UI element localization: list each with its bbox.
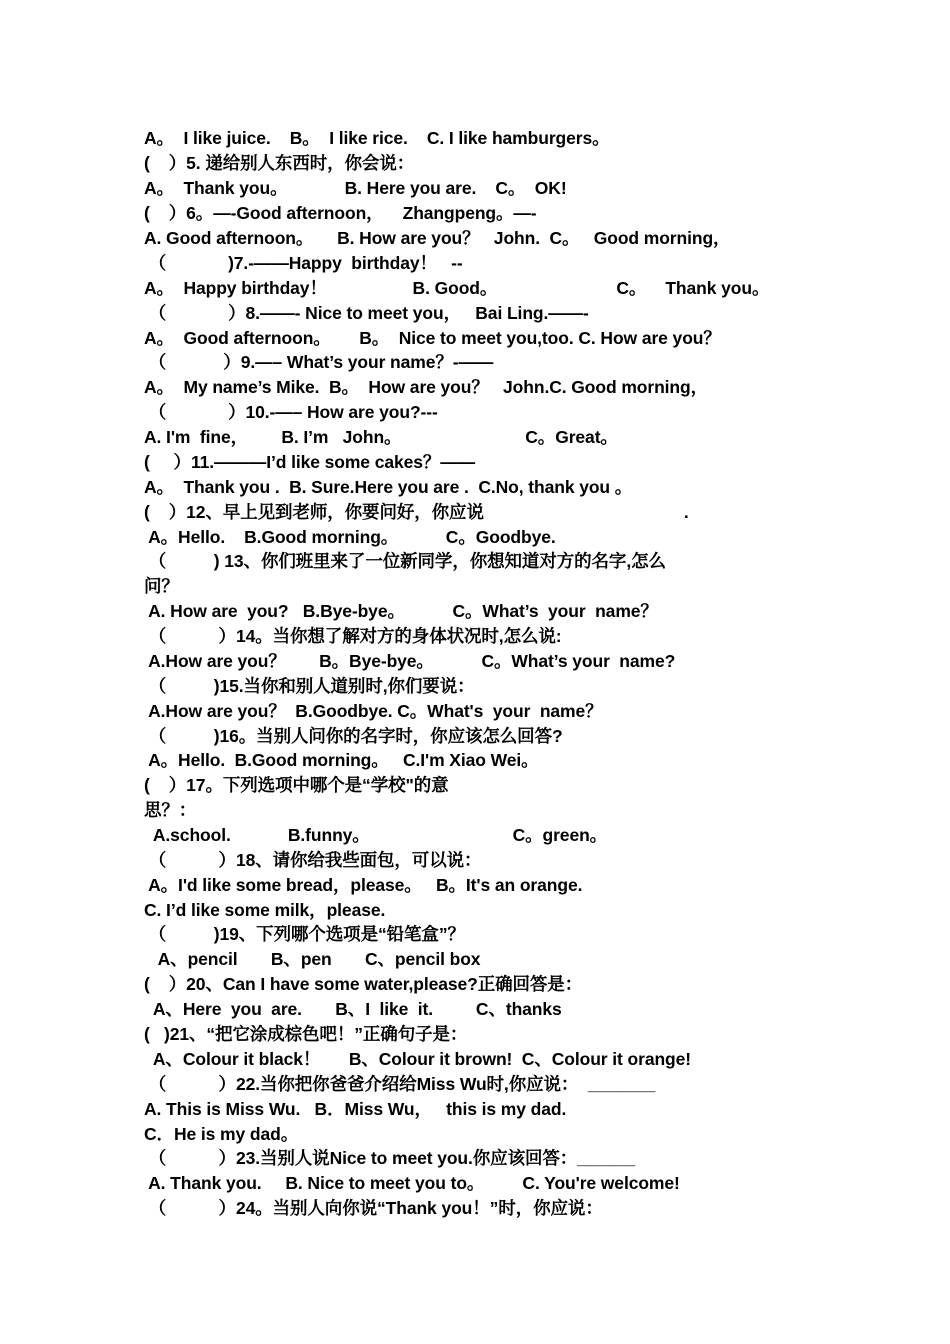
text-line: ( ）6。—-Good afternoon， Zhangpeng。—-: [144, 203, 537, 223]
text-line: ( ）20、Can I have some water,please?正确回答是：: [144, 974, 583, 994]
text-line: A。Hello. B.Good morning。 C.I'm Xiao Wei。: [144, 750, 539, 770]
text-line: A.school. B.funny。 C。green。: [144, 825, 608, 845]
text-line: （ ）22.当你把你爸爸介绍给Miss Wu时,你应说： _______: [144, 1074, 656, 1094]
text-line: A.How are you？ B。Bye-bye。 C。What’s your name?: [144, 651, 676, 671]
text-line: （ ）10.-—– How are you?---: [144, 402, 438, 422]
text-line: （ )15.当你和别人道别时,你们要说：: [144, 676, 475, 696]
text-line: （ ）9.—– What’s your name？-——: [144, 352, 494, 372]
text-line: ( ）17。下列选项中哪个是“学校"的意: [144, 775, 449, 795]
text-line: 思？：: [144, 800, 197, 820]
text-line: A. Thank you. B. Nice to meet you to。 C. You're welcome!: [144, 1173, 680, 1193]
text-line: A、pencil B、pen C、pencil box: [144, 949, 481, 969]
text-line: A。 Thank you。 B. Here you are. C。 OK!: [144, 178, 567, 198]
text-line: （ )16。当别人问你的名字时，你应该怎么回答?: [144, 726, 563, 746]
text-line: （ ）23.当别人说Nice to meet you.你应该回答：______: [144, 1148, 635, 1168]
text-line: A。I'd like some bread，please。 B。It's an orange.: [144, 875, 583, 895]
text-line: C．He is my dad。: [144, 1124, 299, 1144]
text-line: A。 I like juice. B。 I like rice. C. I like hamburgers。: [144, 128, 610, 148]
text-line: A、Colour it black！ B、Colour it brown! C、Colour it orange!: [144, 1049, 692, 1069]
text-line: （ )7.-——Happy birthday！ --: [144, 253, 463, 273]
text-line: C. I’d like some milk，please.: [144, 900, 386, 920]
text-line: ( ）5. 递给别人东西时，你会说：: [144, 153, 415, 173]
text-line: （ ）8.——- Nice to meet you， Bai Ling.——-: [144, 303, 589, 323]
text-line: （ ）18、请你给我些面包，可以说：: [144, 850, 482, 870]
text-line: A. I'm fine， B. I’m John。 C。Great。: [144, 427, 618, 447]
text-line: A. How are you? B.Bye-bye。 C。What’s your name？: [144, 601, 658, 621]
text-line: ( ）12、早上见到老师，你要问好，你应说 .: [144, 502, 689, 522]
text-line: （ ）24。当别人向你说“Thank you！”时，你应说：: [144, 1198, 603, 1218]
text-line: ( ）11.———I’d like some cakes？——: [144, 452, 476, 472]
text-line: 问？: [144, 576, 179, 596]
text-line: A。 My name’s Mike. B。 How are you？ John.C. Good morning，: [144, 377, 709, 397]
text-line: A。 Thank you . B. Sure.Here you are . C.No, thank you 。: [144, 477, 633, 497]
text-line: A。 Good afternoon。 B。 Nice to meet you,too. C. How are you？: [144, 328, 721, 348]
text-line: （ )19、下列哪个选项是“铅笔盒”？: [144, 924, 465, 944]
text-line: A.How are you？ B.Goodbye. C。What's your name？: [144, 701, 603, 721]
text-line: A. This is Miss Wu. B．Miss Wu， this is my dad.: [144, 1099, 567, 1119]
text-line: （ ）14。当你想了解对方的身体状况时,怎么说:: [144, 626, 562, 646]
text-line: A。 Happy birthday！ B. Good。 C。 Thank you。: [144, 278, 770, 298]
text-line: A。Hello. B.Good morning。 C。Goodbye.: [144, 527, 556, 547]
text-line: A、Here you are. B、I like it. C、thanks: [144, 999, 562, 1019]
text-line: A. Good afternoon。 B. How are you？ John. C。 Good morning，: [144, 228, 731, 248]
text-line: ( )21、“把它涂成棕色吧！”正确句子是：: [144, 1024, 468, 1044]
text-line: （ ) 13、你们班里来了一位新同学，你想知道对方的名字,怎么: [144, 551, 666, 571]
